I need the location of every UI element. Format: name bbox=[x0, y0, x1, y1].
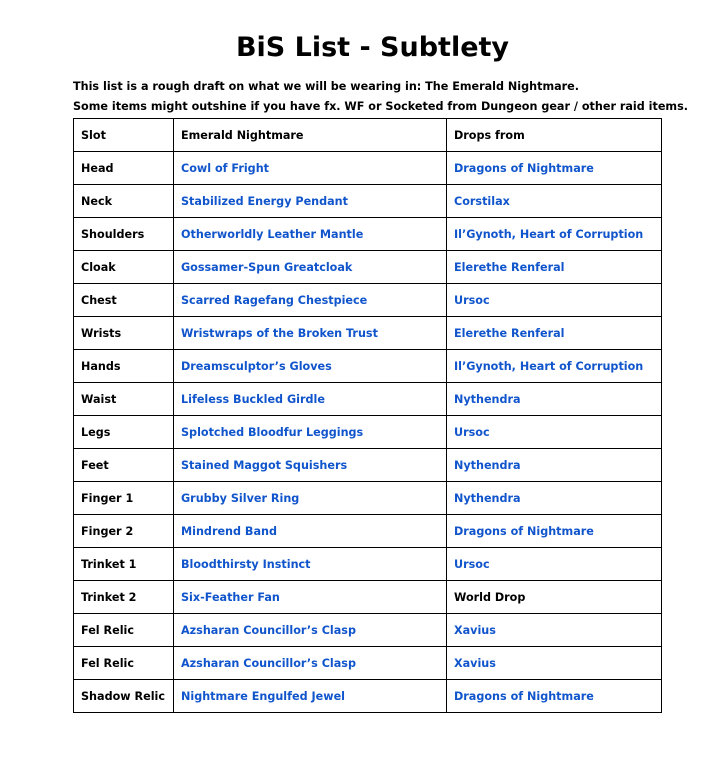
drop-source-link[interactable]: Dragons of Nightmare bbox=[447, 680, 662, 713]
slot-cell: Cloak bbox=[74, 251, 174, 284]
table-row bbox=[74, 548, 662, 581]
slot-cell: Head bbox=[74, 152, 174, 185]
table-row bbox=[74, 482, 662, 515]
slot-cell: Fel Relic bbox=[74, 647, 174, 680]
table-row bbox=[74, 284, 662, 317]
drop-source-link[interactable]: Dragons of Nightmare bbox=[447, 515, 662, 548]
item-link[interactable]: Wristwraps of the Broken Trust bbox=[174, 317, 447, 350]
item-link[interactable]: Grubby Silver Ring bbox=[174, 482, 447, 515]
table-row bbox=[74, 152, 662, 185]
drop-source-link[interactable]: Il’Gynoth, Heart of Corruption bbox=[447, 350, 662, 383]
table-row bbox=[74, 647, 662, 680]
slot-cell: Legs bbox=[74, 416, 174, 449]
table-row bbox=[74, 185, 662, 218]
slot-cell: Shadow Relic bbox=[74, 680, 174, 713]
slot-cell: Trinket 1 bbox=[74, 548, 174, 581]
intro-line-1: This list is a rough draft on what we will be wearing in: The Emerald Nightmare. bbox=[73, 80, 579, 93]
slot-cell: Feet bbox=[74, 449, 174, 482]
header-drops-from: Drops from bbox=[447, 119, 662, 152]
drop-source-link[interactable]: Nythendra bbox=[447, 482, 662, 515]
item-link[interactable]: Gossamer-Spun Greatcloak bbox=[174, 251, 447, 284]
drop-source-text: World Drop bbox=[447, 581, 662, 614]
item-link[interactable]: Bloodthirsty Instinct bbox=[174, 548, 447, 581]
item-link[interactable]: Azsharan Councillor’s Clasp bbox=[174, 614, 447, 647]
table-row bbox=[74, 350, 662, 383]
slot-cell: Shoulders bbox=[74, 218, 174, 251]
slot-cell: Fel Relic bbox=[74, 614, 174, 647]
slot-cell: Hands bbox=[74, 350, 174, 383]
drop-source-link[interactable]: Ursoc bbox=[447, 416, 662, 449]
slot-cell: Chest bbox=[74, 284, 174, 317]
slot-cell: Finger 2 bbox=[74, 515, 174, 548]
drop-source-link[interactable]: Ursoc bbox=[447, 548, 662, 581]
table-row bbox=[74, 218, 662, 251]
intro-line-2: Some items might outshine if you have fx. WF or Socketed from Dungeon gear / other raid items. bbox=[73, 100, 689, 113]
table-row bbox=[74, 416, 662, 449]
table-body bbox=[74, 152, 662, 713]
drop-source-link[interactable]: Xavius bbox=[447, 647, 662, 680]
table-header-row bbox=[74, 119, 662, 152]
table-row bbox=[74, 449, 662, 482]
item-link[interactable]: Dreamsculptor’s Gloves bbox=[174, 350, 447, 383]
item-link[interactable]: Cowl of Fright bbox=[174, 152, 447, 185]
drop-source-link[interactable]: Xavius bbox=[447, 614, 662, 647]
table-row bbox=[74, 515, 662, 548]
drop-source-link[interactable]: Il’Gynoth, Heart of Corruption bbox=[447, 218, 662, 251]
bis-table bbox=[73, 118, 662, 713]
drop-source-link[interactable]: Nythendra bbox=[447, 449, 662, 482]
table-row bbox=[74, 251, 662, 284]
item-link[interactable]: Mindrend Band bbox=[174, 515, 447, 548]
header-slot: Slot bbox=[74, 119, 174, 152]
slot-cell: Neck bbox=[74, 185, 174, 218]
item-link[interactable]: Azsharan Councillor’s Clasp bbox=[174, 647, 447, 680]
item-link[interactable]: Nightmare Engulfed Jewel bbox=[174, 680, 447, 713]
item-link[interactable]: Splotched Bloodfur Leggings bbox=[174, 416, 447, 449]
table-row bbox=[74, 581, 662, 614]
item-link[interactable]: Scarred Ragefang Chestpiece bbox=[174, 284, 447, 317]
item-link[interactable]: Lifeless Buckled Girdle bbox=[174, 383, 447, 416]
drop-source-link[interactable]: Elerethe Renferal bbox=[447, 251, 662, 284]
drop-source-link[interactable]: Corstilax bbox=[447, 185, 662, 218]
item-link[interactable]: Stabilized Energy Pendant bbox=[174, 185, 447, 218]
drop-source-link[interactable]: Ursoc bbox=[447, 284, 662, 317]
item-link[interactable]: Six-Feather Fan bbox=[174, 581, 447, 614]
slot-cell: Finger 1 bbox=[74, 482, 174, 515]
slot-cell: Waist bbox=[74, 383, 174, 416]
slot-cell: Trinket 2 bbox=[74, 581, 174, 614]
table-row bbox=[74, 317, 662, 350]
item-link[interactable]: Otherworldly Leather Mantle bbox=[174, 218, 447, 251]
item-link[interactable]: Stained Maggot Squishers bbox=[174, 449, 447, 482]
slot-cell: Wrists bbox=[74, 317, 174, 350]
page-title: BiS List - Subtlety bbox=[235, 32, 510, 63]
header-emerald-nightmare: Emerald Nightmare bbox=[174, 119, 447, 152]
table-row bbox=[74, 680, 662, 713]
table-row bbox=[74, 614, 662, 647]
drop-source-link[interactable]: Elerethe Renferal bbox=[447, 317, 662, 350]
drop-source-link[interactable]: Dragons of Nightmare bbox=[447, 152, 662, 185]
drop-source-link[interactable]: Nythendra bbox=[447, 383, 662, 416]
table-row bbox=[74, 383, 662, 416]
